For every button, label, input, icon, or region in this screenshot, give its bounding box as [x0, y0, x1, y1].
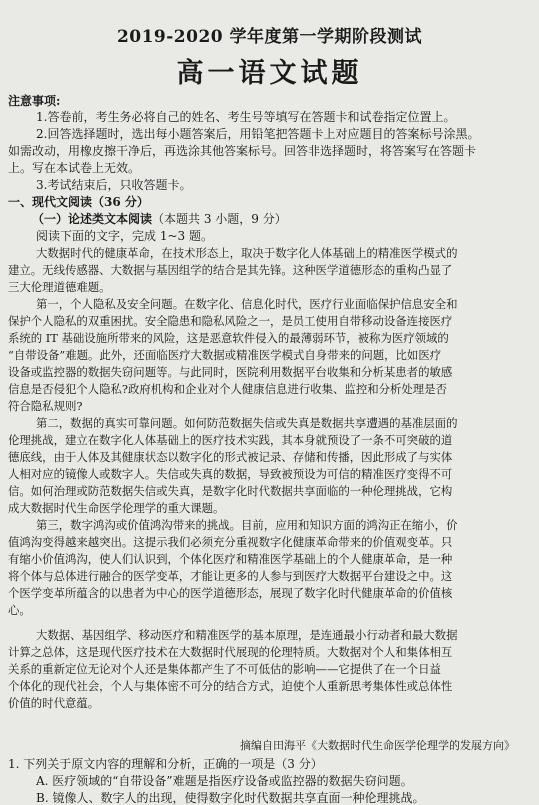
passage-p5-line: 大数据、基因组学、移动医疗和精准医学的基本原理，是连通最小行动者和最大数据: [36, 628, 458, 642]
notes-item-2-line-2: 如需改动，用橡皮擦干净后，再选涂其他答案标号。回答非选择题时，将答案写在答题卡: [8, 144, 477, 158]
question-1-stem: 1. 下列关于原文内容的理解和分析，正确的一项是（3 分）: [8, 757, 323, 771]
passage-p4-line: 有缩小价值鸿沟，使人们认识到，个体化医疗和精准医学基础上的个人健康革命，是一种: [8, 552, 453, 566]
subsection-heading: [32, 212, 287, 226]
passage-p3-line: 成大数据时代生命医学伦理学的重大课题。: [8, 501, 225, 515]
passage-p2-line: 系统的 IT 基础设施所带来的风险，这是恶意软件侵入的最薄弱环节，被称为医疗领域的: [8, 331, 449, 345]
passage-p3-line: 德底线，由于人体及其健康状态以数字化的形式被记录、存储和传播，因此形成了与实体: [8, 450, 453, 464]
passage-p2-line: 信息是否侵犯个人隐私?政府机构和企业对个人健康信息进行收集、监控和分析处理是否: [8, 382, 447, 396]
notes-item-1: 1.答卷前，考生务必将自己的姓名、考生号等填写在答题卡和试卷指定位置上。: [36, 110, 456, 124]
passage-p3-line: 人相对应的镜像人或数字人。失信或失真的数据，导致被预设为可信的精准医疗变得不可: [8, 467, 453, 481]
passage-p1-line: 大数据时代的健康革命，在技术形态上，取决于数字化人体基础上的精准医学模式的: [36, 246, 458, 260]
passage-p2-line: 设备或监控器的数据失窃问题等。与此同时，医院利用数据平台收集和分析某患者的敏感: [8, 365, 453, 379]
notes-item-3: 3.考试结束后，只收答题卡。: [36, 178, 192, 192]
notes-heading: 注意事项:: [8, 94, 61, 108]
passage-p5-line: 个体化的现代社会，个人与集体密不可分的结合方式，迫使个人重新思考集体性或总体性: [8, 679, 453, 693]
notes-item-2-line-3: 上。写在本试卷上无效。: [8, 161, 141, 175]
passage-p2-line: 符合隐私规则?: [8, 399, 83, 413]
notes-item-2-line-1: 2.回答选择题时，选出每小题答案后，用铅笔把答题卡上对应题目的答案标号涂黑。: [36, 127, 480, 141]
question-1-option-b: B. 镜像人、数字人的出现，使得数字化时代数据共享直面一种伦理挑战。: [36, 791, 425, 805]
passage-source: 摘编自田海平《大数据时代生命医学伦理学的发展方向》: [240, 739, 515, 752]
passage-p1-line: 建立。无线传感器、大数据与基因组学的结合是其先锋。这种医学道德形态的重构凸显了: [8, 263, 453, 277]
reading-instruction: 阅读下面的文字，完成 1~3 题。: [36, 229, 213, 243]
passage-p3-line: 第二，数据的真实可靠问题。如何防范数据失信或失真是数据共享遭遇的基准层面的: [36, 416, 458, 430]
passage-p4-line: 个医学变革所蕴含的以患者为中心的医学道德形态，展现了数字化时代健康革命的价值核: [8, 586, 453, 600]
passage-p4-line: 第三，数字鸿沟或价值鸿沟带来的挑战。目前，应用和知识方面的鸿沟正在缩小，价: [36, 518, 458, 532]
exam-subject-title: 高一语文试题: [176, 58, 363, 89]
passage-p4-line: 心。: [8, 603, 31, 617]
passage-p3-line: 信。如何治理或防范数据失信或失真，是数字化时代数据共享面临的一种伦理挑战，它构: [8, 484, 453, 498]
passage-p2-line: 保护个人隐私的双重困扰。安全隐患和隐私风险之一，是员工使用自带移动设备连接医疗: [8, 314, 453, 328]
passage-p5-line: 价值的时代意蕴。: [8, 696, 100, 710]
passage-p2-line: “自带设备”难题。此外，还面临医疗大数据或精准医学模式自身带来的问题，比如医疗: [8, 348, 442, 362]
passage-p5-line: 计算之总体，这是现代医疗技术在大数据时代展现的伦理特质。大数据对个人和集体相互: [8, 645, 453, 659]
passage-p1-line: 三大伦理道德难题。: [8, 280, 111, 294]
question-1-option-a: A. 医疗领域的“自带设备”难题是指医疗设备或监控器的数据失窃问题。: [36, 774, 413, 788]
section-heading: 一、现代文阅读（36 分）: [8, 195, 149, 209]
subsection-title: （一）论述类文本阅读: [32, 212, 153, 226]
passage-p4-line: 将个体与总体进行融合的医学变革，才能让更多的人参与到医疗大数据平台建设之中。这: [8, 569, 453, 583]
subsection-note: （本题共 3 小题，9 分）: [152, 212, 287, 226]
passage-p3-line: 伦理挑战，建立在数字化人体基础上的医疗技术实践，其本身就预设了一条不可突破的道: [8, 433, 453, 447]
passage-p2-line: 第一，个人隐私及安全问题。在数字化、信息化时代，医疗行业面临保护信息安全和: [36, 297, 458, 311]
exam-term-title: 2019-2020 学年度第一学期阶段测试: [116, 27, 423, 47]
passage-p5-line: 关系的重新定位无论对个人还是集体都产生了不可低估的影响——它提供了在一个日益: [8, 662, 441, 676]
passage-p4-line: 值鸿沟变得越来越突出。这提示我们必须充分重视数字化健康革命带来的价值观变革。只: [8, 535, 453, 549]
